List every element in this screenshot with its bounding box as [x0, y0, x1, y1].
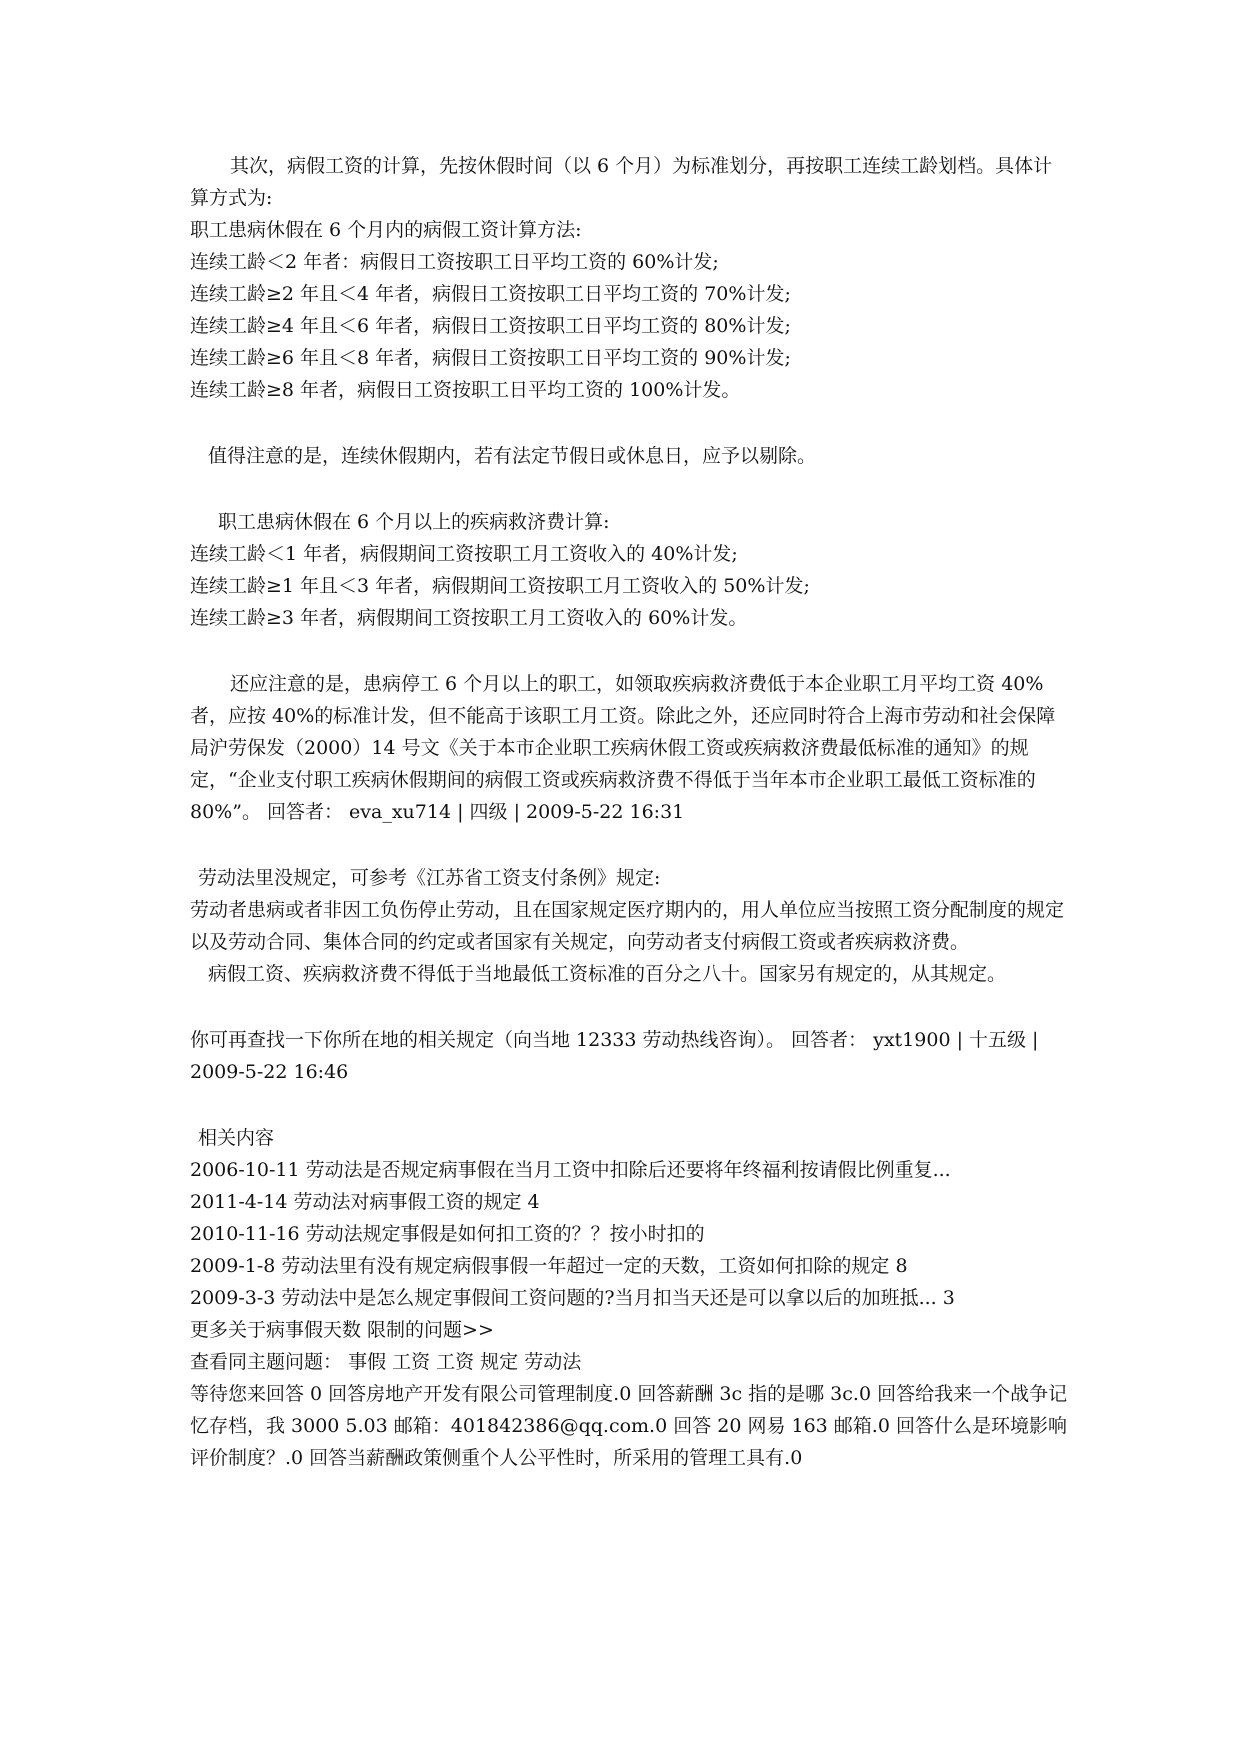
relief-rule: 连续工龄≥3 年者，病假期间工资按职工月工资收入的 60%计发。	[190, 607, 748, 629]
relief-rule: 连续工龄＜1 年者，病假期间工资按职工月工资收入的 40%计发;	[190, 543, 738, 565]
related-link[interactable]: 2010-11-16 劳动法规定事假是如何扣工资的？？按小时扣的	[190, 1223, 705, 1245]
document-page	[190, 150, 1070, 1474]
answer2-intro: 劳动法里没规定，可参考《江苏省工资支付条例》规定:	[198, 867, 661, 889]
answer2-minimum: 病假工资、疾病救济费不得低于当地最低工资标准的百分之八十。国家另有规定的，从其规定。	[208, 963, 1007, 985]
same-topic-label: 查看同主题问题：	[190, 1351, 343, 1373]
sick-pay-rule: 连续工龄≥2 年且＜4 年者，病假日工资按职工日平均工资的 70%计发;	[190, 283, 791, 305]
related-link[interactable]: 2011-4-14 劳动法对病事假工资的规定 4	[190, 1191, 540, 1213]
related-link[interactable]: 2009-1-8 劳动法里有没有规定病假事假一年超过一定的天数，工资如何扣除的规定 8	[190, 1255, 908, 1277]
answer2-signature: 你可再查找一下你所在地的相关规定（向当地 12333 劳动热线咨询）。 回答者： yxt1900 | 十五级 | 2009-5-22 16:46	[190, 1029, 1039, 1083]
waiting-questions[interactable]: 等待您来回答 0 回答房地产开发有限公司管理制度.0 回答薪酬 3c 指的是哪 3c.0 回答给我来一个战争记忆存档，我 3000 5.03 邮箱：401842386@qq.com.0 回答 20 网易 163 邮箱.0 回答什么是环境影响评价制度？.0 回答当薪酬政策侧重个人公平性时，所采用的管理工具有.0	[190, 1383, 1068, 1469]
sick-pay-rule: 连续工龄≥6 年且＜8 年者，病假日工资按职工日平均工资的 90%计发;	[190, 347, 791, 369]
sick-pay-intro: 其次，病假工资的计算，先按休假时间（以 6 个月）为标准划分，再按职工连续工龄划档。具体计算方式为:	[190, 155, 1053, 209]
related-link[interactable]: 2006-10-11 劳动法是否规定病事假在当月工资中扣除后还要将年终福利按请假比例重复...	[190, 1159, 951, 1181]
answer2-body: 劳动者患病或者非因工负伤停止劳动，且在国家规定医疗期内的，用人单位应当按照工资分配制度的规定以及劳动合同、集体合同的约定或者国家有关规定，向劳动者支付病假工资或者疾病救济费。	[190, 899, 1065, 953]
holiday-note: 值得注意的是，连续休假期内，若有法定节假日或休息日，应予以剔除。	[208, 445, 817, 467]
relief-rule: 连续工龄≥1 年且＜3 年者，病假期间工资按职工月工资收入的 50%计发;	[190, 575, 810, 597]
related-link[interactable]: 2009-3-3 劳动法中是怎么规定事假间工资问题的?当月扣当天还是可以拿以后的加班抵... 3	[190, 1287, 955, 1309]
more-questions-link[interactable]: 更多关于病事假天数 限制的问题>>	[190, 1319, 494, 1341]
sick-pay-rule: 连续工龄≥8 年者，病假日工资按职工日平均工资的 100%计发。	[190, 379, 741, 401]
relief-heading: 职工患病休假在 6 个月以上的疾病救济费计算:	[218, 511, 610, 533]
sick-pay-heading: 职工患病休假在 6 个月内的病假工资计算方法:	[190, 219, 582, 241]
same-topic-tags[interactable]: 事假 工资 工资 规定 劳动法	[348, 1351, 582, 1373]
sick-pay-rule: 连续工龄≥4 年且＜6 年者，病假日工资按职工日平均工资的 80%计发;	[190, 315, 791, 337]
same-topic-row	[190, 1346, 1070, 1378]
related-title: 相关内容	[198, 1127, 275, 1149]
sick-pay-rule: 连续工龄＜2 年者：病假日工资按职工日平均工资的 60%计发;	[190, 251, 719, 273]
relief-note-answer: 还应注意的是，患病停工 6 个月以上的职工，如领取疾病救济费低于本企业职工月平均工资 40%者，应按 40%的标准计发，但不能高于该职工月工资。除此之外，还应同时符合上海市劳动和社会保障局沪劳保发（2000）14 号文《关于本市企业职工疾病休假工资或疾病救济费最低标准的通知》的规定，“企业支付职工疾病休假期间的病假工资或疾病救济费不得低于当年本市企业职工最低工资标准的 80%”。 回答者： eva_xu714 | 四级 | 2009-5-22 16:31	[190, 673, 1056, 823]
